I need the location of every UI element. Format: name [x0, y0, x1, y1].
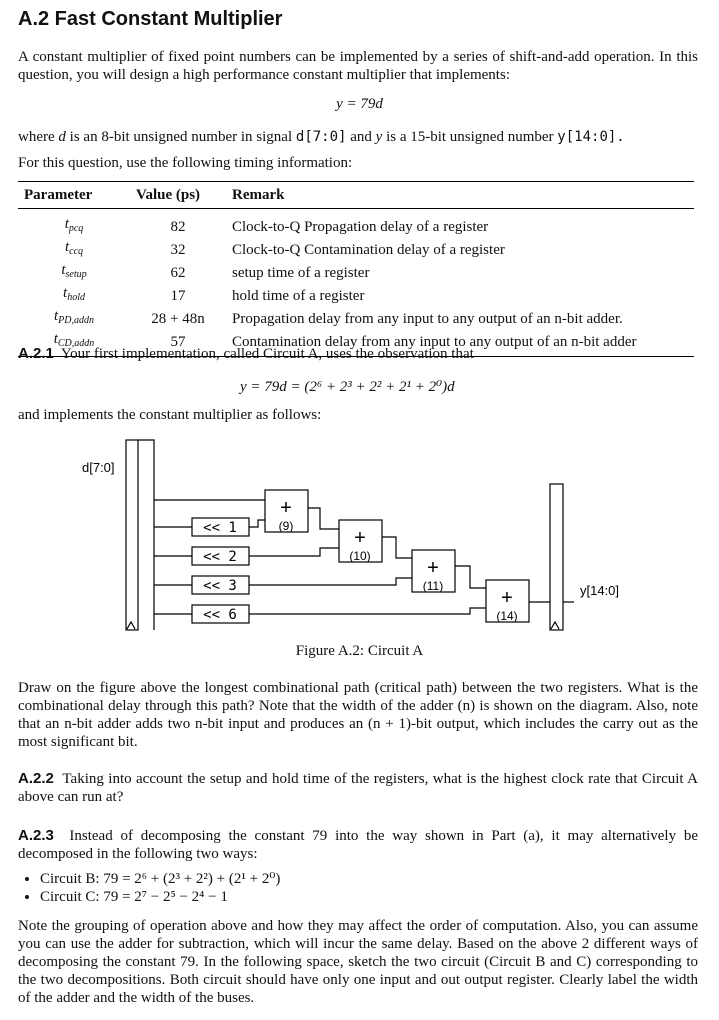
timing-intro: For this question, use the following timing information: [18, 155, 353, 171]
param-value: 32 [170, 241, 186, 258]
shift-label: << 2 [203, 549, 237, 565]
section-title: A.2 Fast Constant Multiplier [18, 8, 283, 30]
main-equation: y = 79d [336, 96, 383, 112]
plus-icon: + [354, 527, 366, 549]
list-item: • Circuit B: 79 = 2⁶ + (2³ + 2²) + (2¹ + 2⁰) [40, 870, 280, 888]
list-item: • Circuit C: 79 = 2⁷ − 2⁵ − 2⁴ − 1 [40, 888, 280, 906]
plus-icon: + [501, 587, 513, 609]
question-a23-body: Note the grouping of operation above and how they may affect the order of computation. Also, you can assume you can use the adder for subtraction, which will incur the same delay. Based on the above 2 different ways of decomposing the constant 79. In the following space, sketch the two circuit (Circuit B and C) corresponding to the two decompositions. Both circuit should have only one input and out output register. Clearly label the width of the adder and the width of the buses. [18, 918, 698, 1006]
param-subscript: PD,addn [58, 315, 94, 326]
param-remark: Clock-to-Q Contamination delay of a register [232, 241, 505, 258]
where-line [18, 128, 698, 146]
output-register [550, 484, 563, 630]
param-symbol: t [53, 308, 59, 324]
where-var-y: y [375, 129, 383, 145]
table-row [18, 238, 694, 261]
table-row [18, 209, 694, 239]
signal-y: y[14:0]. [557, 129, 625, 145]
param-value: 62 [170, 264, 186, 281]
question-number: A.2.3 [18, 827, 54, 844]
shift-label: << 3 [203, 578, 237, 594]
signal-d: d[7:0] [295, 129, 347, 145]
decomposition-list [18, 870, 280, 906]
question-number: A.2.1 [18, 345, 54, 362]
col-value: Value (ps) [130, 182, 226, 209]
question-a21-body: Draw on the figure above the longest combinational path (critical path) between the two registers. What is the combinational delay through this path? Note that the width of the adder (n) is shown on the diagram. Also, note that an n-bit adder adds two n-bit input and produces an (n + 1)-bit output, which includes the carry out as the most significant bit. [18, 680, 698, 750]
circuit-a-diagram [0, 430, 719, 635]
table-row [18, 261, 694, 284]
where-text-d: is a 15-bit unsigned number [386, 129, 554, 145]
adder-width: (11) [422, 579, 444, 593]
param-subscript: ccq [69, 246, 84, 257]
question-a22 [18, 770, 698, 806]
plus-icon: + [280, 497, 292, 519]
param-symbol: t [64, 239, 70, 255]
question-number: A.2.2 [18, 770, 54, 787]
param-remark: Clock-to-Q Propagation delay of a register [232, 218, 489, 235]
param-symbol: t [61, 262, 66, 278]
input-label: d[7:0] [82, 460, 115, 475]
decomposition-equation: y = 79d = (2⁶ + 2³ + 2² + 2¹ + 2⁰)d [240, 379, 455, 395]
timing-table [18, 181, 694, 357]
output-label: y[14:0] [580, 583, 620, 598]
param-remark: hold time of a register [232, 287, 365, 304]
where-text-a: where [18, 129, 55, 145]
param-symbol: t [63, 285, 68, 301]
table-row [18, 307, 694, 330]
question-text: Instead of decomposing the constant 79 into the way shown in Part (a), it may alternatively be decomposed in the following two ways: [18, 828, 698, 862]
figure-caption: Figure A.2: Circuit A [295, 643, 424, 659]
shift-label: << 6 [203, 607, 237, 623]
where-text-b: is an 8-bit unsigned number in signal [69, 129, 293, 145]
plus-icon: + [427, 557, 439, 579]
param-value: 28 + 48n [151, 310, 205, 327]
input-register [126, 440, 138, 630]
question-text: Taking into account the setup and hold time of the registers, what is the highest clock rate that Circuit A above can run at? [18, 771, 698, 805]
param-remark: Propagation delay from any input to any output of an n-bit adder. [232, 310, 623, 327]
input-bus-wire [138, 440, 154, 630]
shift-label: << 1 [203, 520, 237, 536]
param-subscript: CD,addn [57, 338, 95, 349]
param-subscript: pcq [68, 223, 84, 234]
param-subscript: setup [65, 269, 87, 280]
question-a21 [18, 345, 698, 363]
param-symbol: t [64, 216, 69, 232]
question-a23 [18, 827, 698, 863]
where-text-c: and [350, 129, 372, 145]
col-remark: Remark [226, 182, 694, 209]
param-symbol: t [53, 331, 58, 347]
param-value: 82 [170, 218, 186, 235]
adder-width: (9) [278, 519, 294, 533]
adder-width: (10) [349, 549, 371, 563]
param-value: 57 [130, 330, 226, 357]
where-var-d: d [58, 129, 66, 145]
table-row [18, 284, 694, 307]
question-text: Your first implementation, called Circuit A, uses the observation that [60, 346, 474, 362]
param-subscript: hold [67, 292, 85, 303]
col-parameter: Parameter [18, 182, 130, 209]
param-remark: Contamination delay from any input to any output of an n-bit adder [226, 330, 694, 357]
intro-paragraph: A constant multiplier of fixed point numbers can be implemented by a series of shift-and-add operation. In this question, you will design a high performance constant multiplier that implements: [18, 49, 698, 83]
param-remark: setup time of a register [232, 264, 370, 281]
adder-width: (14) [496, 609, 518, 623]
implements-text: and implements the constant multiplier as follows: [18, 407, 322, 423]
param-value: 17 [170, 287, 186, 304]
